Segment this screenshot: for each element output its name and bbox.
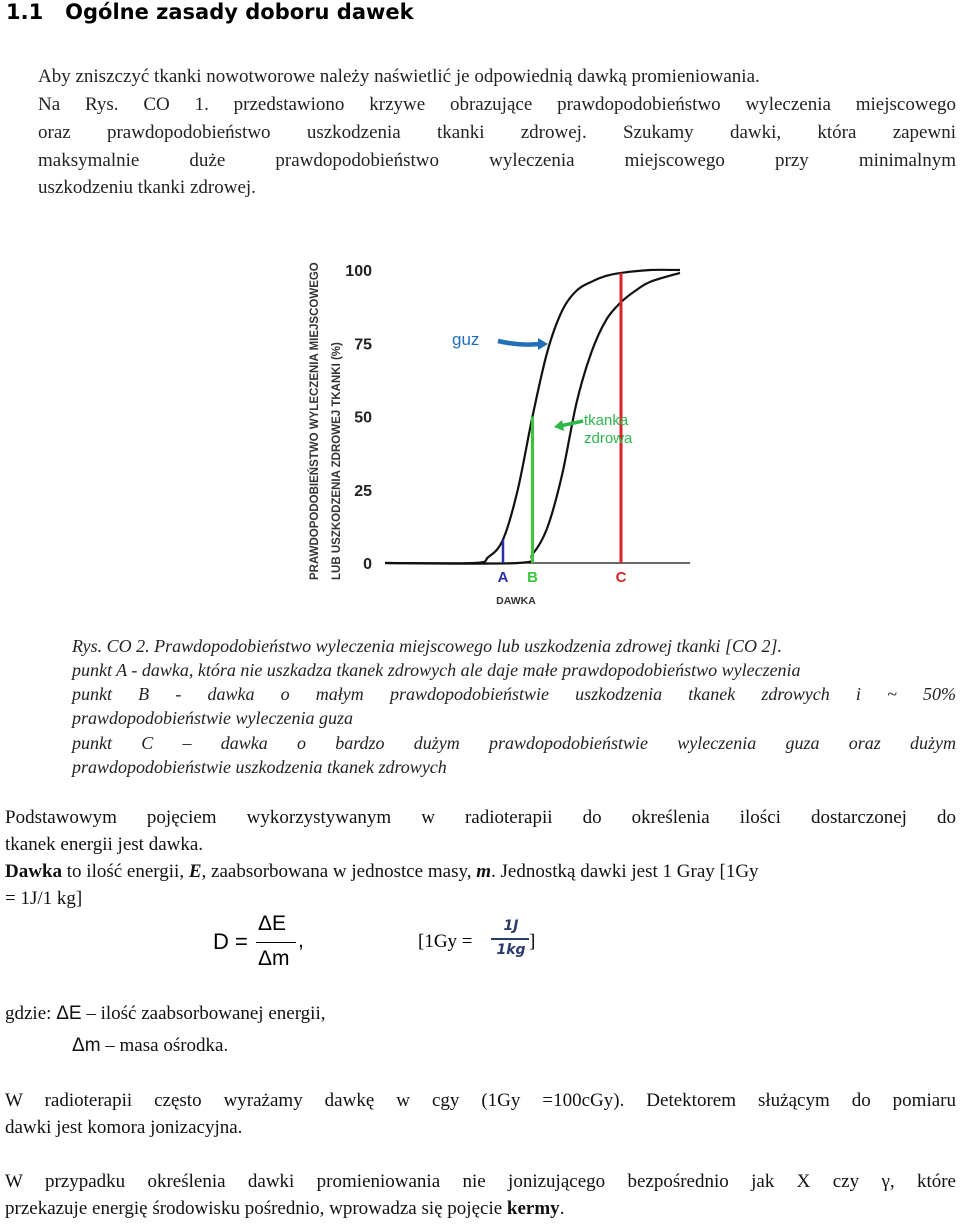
dawka-definition-line-1 — [5, 861, 759, 883]
formula-D: D = — [213, 929, 248, 954]
caption-point-b-line-1: punkt B - dawka o małym prawdopodobieństwie uszkodzenia tkanek zdrowych i ~ 50% — [72, 684, 956, 704]
formula-denominator: Δm — [258, 947, 290, 970]
y-tick-label: 0 — [363, 556, 372, 573]
figure-caption-title: Rys. CO 2. Prawdopodobieństwo wyleczenia miejscowego lub uszkodzenia zdrowej tkanki [CO 2]. — [72, 636, 782, 656]
tumor-label: guz — [452, 330, 480, 349]
para3-period: . — [559, 1198, 565, 1219]
tumor-arrow-head — [538, 338, 548, 350]
dawka-definition-line-2: = 1J/1 kg] — [5, 888, 83, 909]
intro-line-2: Na Rys. CO 1. przedstawiono krzywe obrazujące prawdopodobieństwo wyleczenia miejscowego — [38, 94, 956, 115]
healthy-label-1: tkanka — [584, 412, 629, 429]
y-tick-labels — [345, 263, 372, 573]
formula-fraction-bar — [256, 942, 296, 943]
intro-line-3: oraz prawdopodobieństwo uszkodzenia tkanki zdrowej. Szukamy dawki, która zapewni — [38, 122, 956, 143]
section-number: 1.1 — [6, 0, 44, 24]
y-tick-label: 25 — [354, 482, 372, 500]
para3-line-2 — [5, 1198, 564, 1220]
caption-point-a: punkt A - dawka, która nie uszkadza tkanek zdrowych ale daje małe prawdopodobieństwo wyleczenia — [72, 660, 801, 680]
dawka-m: m — [476, 861, 492, 882]
gdzie-delta-m-text: – masa ośrodka. — [100, 1035, 229, 1056]
intro-line-4: maksymalnie duże prawdopodobieństwo wyleczenia miejscowego przy minimalnym — [38, 150, 956, 171]
marker-label-c: C — [615, 569, 627, 586]
y-axis-label-2: LUB USZKODZENIA ZDROWEJ TKANKI (%) — [331, 342, 343, 580]
section-title: Ogólne zasady doboru dawek — [65, 0, 414, 24]
y-tick-label: 75 — [354, 336, 372, 354]
tumor-arrow — [498, 341, 540, 345]
gdzie-delta-e-text: – ilość zaabsorbowanej energii, — [81, 1003, 326, 1024]
formula-numerator: ΔE — [258, 912, 287, 935]
y-axis-label-1: PRAWDOPODOBIEŃSTWO WYLECZENIA MIEJSCOWEGO — [309, 262, 321, 580]
caption-point-b-line-2: prawdopodobieństwie wyleczenia guza — [72, 708, 353, 728]
gdzie-label: gdzie: — [5, 1003, 57, 1024]
para1-line-1: Podstawowym pojęciem wykorzystywanym w radioterapii do określenia ilości dostarczonej do — [5, 807, 956, 828]
marker-label-a: A — [497, 569, 509, 586]
kerma-bold: kermy — [506, 1198, 560, 1219]
dose-response-figure — [290, 228, 690, 613]
formula-comma: , — [298, 929, 304, 952]
section-heading — [6, 0, 414, 24]
x-axis-label: DAWKA — [496, 595, 536, 607]
gy-denominator: 1kg — [496, 942, 526, 958]
marker-label-b: B — [527, 569, 538, 586]
y-tick-label: 100 — [345, 263, 372, 280]
gdzie-line-1 — [5, 1003, 326, 1025]
gdzie-line-2 — [72, 1035, 228, 1057]
y-tick-label: 50 — [354, 409, 372, 427]
para2-line-1: W radioterapii często wyrażamy dawkę w cgy (1Gy =100cGy). Detektorem służącym do pomiaru — [5, 1090, 956, 1111]
intro-line-5: uszkodzeniu tkanki zdrowej. — [38, 177, 256, 198]
dawka-E: E — [188, 861, 202, 882]
gy-numerator: 1J — [503, 918, 519, 934]
healthy-label-2: zdrowa — [584, 430, 633, 447]
dawka-text-2: , zaabsorbowana w jednostce masy, — [201, 861, 477, 882]
para1-line-2: tkanek energii jest dawka. — [5, 834, 204, 855]
caption-point-c-line-1: punkt C – dawka o bardzo dużym prawdopodobieństwie wyleczenia guza oraz dużym — [72, 733, 956, 753]
gy-open: [1Gy = — [418, 931, 473, 952]
gdzie-delta-m: Δm — [72, 1035, 101, 1056]
healthy-arrow-head — [554, 420, 564, 431]
intro-line-1: Aby zniszczyć tkanki nowotworowe należy naświetlić je odpowiednią dawką promieniowania. — [38, 66, 760, 87]
dawka-text-1: to ilość energii, — [62, 861, 189, 882]
gy-close: ] — [529, 931, 536, 952]
para3-text: przekazuje energię środowisku pośrednio, wprowadza się pojęcie — [5, 1198, 507, 1219]
gdzie-delta-e: ΔE — [56, 1003, 82, 1024]
para3-line-1: W przypadku określenia dawki promieniowania nie jonizującego bezpośrednio jak X czy γ, które — [5, 1171, 956, 1192]
para2-line-2: dawki jest komora jonizacyjna. — [5, 1117, 243, 1138]
healthy-arrow — [560, 421, 583, 426]
gy-fraction-bar — [491, 938, 529, 940]
caption-point-c-line-2: prawdopodobieństwie uszkodzenia tkanek zdrowych — [72, 757, 447, 777]
dawka-text-3: . Jednostką dawki jest 1 Gray [1Gy — [491, 861, 759, 882]
dawka-bold: Dawka — [5, 861, 63, 882]
